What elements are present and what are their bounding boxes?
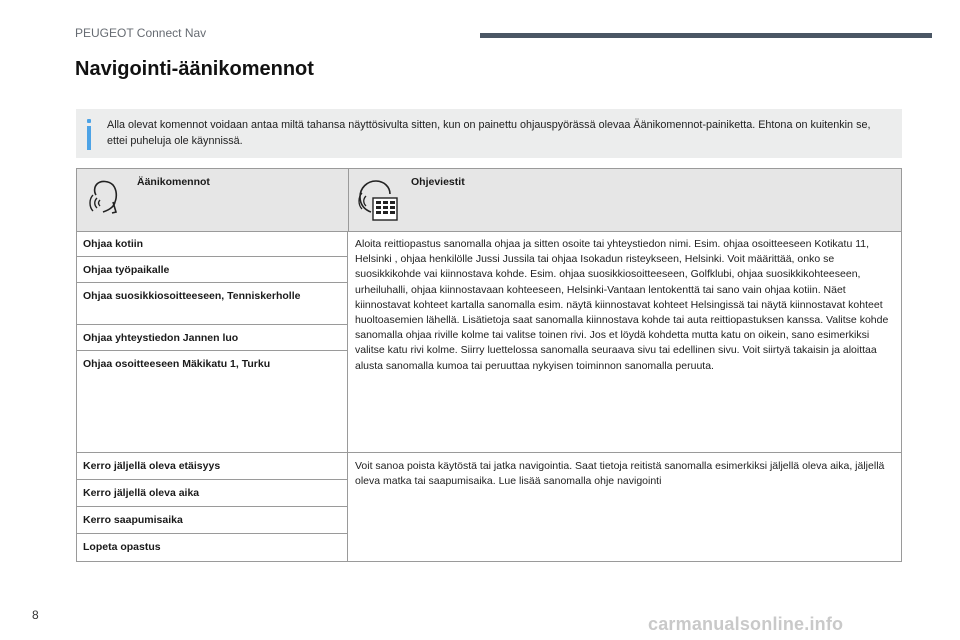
table-row: Ohjaa osoitteeseen Mäkikatu 1, Turku bbox=[83, 358, 271, 370]
table-row: Ohjaa työpaikalle bbox=[77, 257, 348, 283]
table-row: Kerro jäljellä oleva aika bbox=[77, 480, 348, 507]
page-title: Navigointi-äänikomennot bbox=[75, 58, 314, 80]
watermark: carmanualsonline.info bbox=[648, 614, 844, 634]
table-row: Kerro jäljellä oleva etäisyys bbox=[77, 453, 348, 480]
table-row: Lopeta opastus bbox=[83, 541, 161, 553]
header-bar bbox=[480, 33, 932, 38]
help-message-icon bbox=[357, 178, 399, 222]
help-text-navigation: Aloita reittiopastus sanomalla ohjaa ja sitten osoite tai yhteystiedon nimi. Esim. ohjaa osoitteeseen Kotikatu 11, Helsinki , ohjaa henkilölle Jussi Jussila tai ohjaa Isokadun risteykseen, Helsinki. Voit määrittää, onko se suosikkikohde vai kiinnostava kohde. Esim. ohjaa suosikkiosoitteeseen, Golfklubi, ohjaa suosikkikohteeseen, urheiluhalli, ohjaa kiinnostavaan kohteeseen, Helsinki-Vantaan lentokenttä tai sano vain ohjaa kotiin. Näet kiinnostavat kohteet kartalla sanomalla esim. näytä kiinnostavat kohteet Helsingissä tai näytä kiinnostavat kohteet huoltoasemien lähellä. Lisätietoja saat sanomalla kiinnostava kohde tai auta reittiopastuksen kanssa. Valitse kohde sanomalla ohjaa riville kolme tai valitse toinen rivi. Jos et löydä kohdetta mutta katu on oikein, sano esimerkiksi valitse katu rivi kolme. Siirry luettelossa sanomalla seuraava sivu tai edellinen sivu. Voit siirtyä takaisin ja aloittaa alusta sanomalla kumoa tai peruuttaa nykyisen toiminnon sanomalla peruuta. bbox=[355, 238, 889, 372]
header-title: PEUGEOT Connect Nav bbox=[75, 26, 207, 40]
table-row: Ohjaa yhteystiedon Jannen luo bbox=[77, 325, 348, 351]
info-box bbox=[76, 109, 902, 158]
table-row: Ohjaa kotiin bbox=[77, 231, 348, 257]
header-help-label: Ohjeviestit bbox=[411, 176, 465, 188]
header-voice-label: Äänikomennot bbox=[137, 176, 210, 188]
voice-command-icon bbox=[87, 178, 123, 220]
page-number: 8 bbox=[32, 608, 39, 622]
voice-commands-table bbox=[76, 168, 902, 562]
info-text: Alla olevat komennot voidaan antaa miltä tahansa näyttösivulta sitten, kun on painettu ohjauspyörässä olevaa Äänikomennot-painiketta. Ehtona on kuitenkin se, ettei puheluja ole käynnissä. bbox=[107, 119, 871, 147]
table-row: Ohjaa suosikkiosoitteeseen, Tenniskerholle bbox=[77, 283, 348, 325]
help-text-guidance: Voit sanoa poista käytöstä tai jatka navigointia. Saat tietoja reitistä sanomalla esimerkiksi jäljellä oleva aika, jäljellä oleva matka tai saapumisaika. Lue lisää sanomalla ohje navigointi bbox=[355, 460, 885, 488]
table-row: Kerro saapumisaika bbox=[77, 507, 348, 534]
info-icon bbox=[87, 119, 91, 151]
header-voice-cell bbox=[77, 169, 349, 231]
table-header bbox=[77, 169, 901, 232]
